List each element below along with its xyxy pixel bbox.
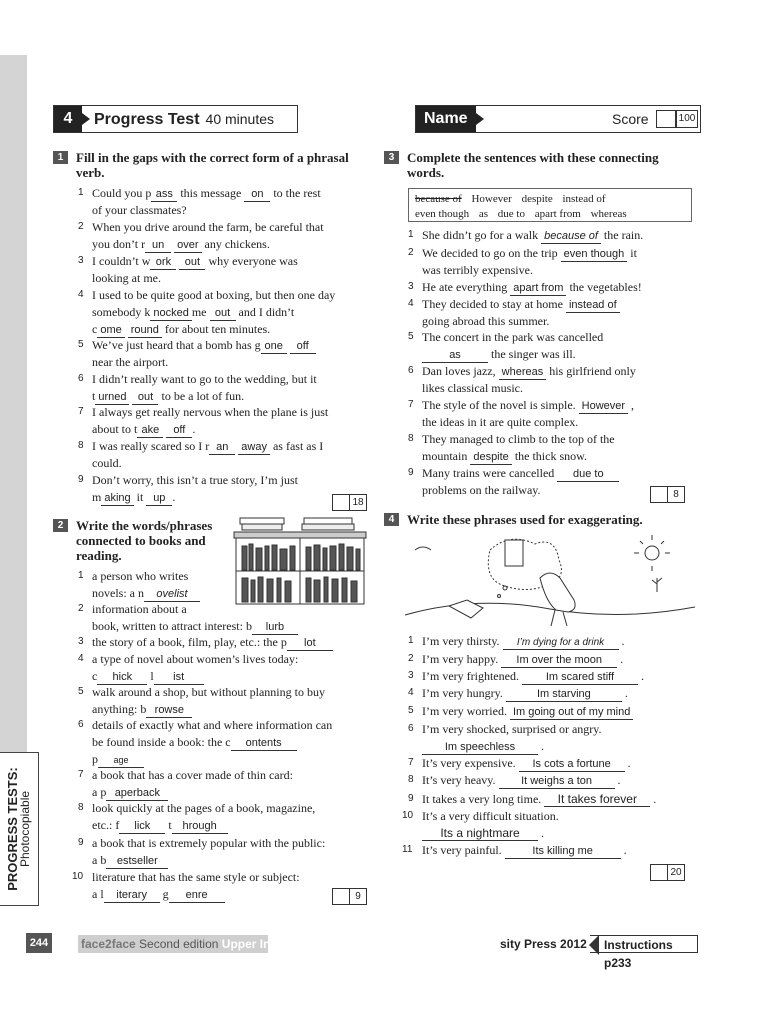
answer-blank[interactable]: off — [166, 424, 192, 438]
answer-blank[interactable]: due to — [557, 468, 619, 482]
answer-blank[interactable]: It takes forever — [544, 793, 650, 807]
answer-blank[interactable]: Im going out of my mind — [510, 706, 633, 720]
section2-score-input[interactable] — [332, 888, 350, 905]
answer-blank[interactable]: even though — [561, 248, 628, 262]
arrow-icon — [82, 113, 90, 125]
answer-blank[interactable]: ist — [154, 671, 204, 685]
word-box-item: due to — [497, 208, 525, 220]
section4-total: 20 — [667, 864, 685, 881]
answer-blank[interactable]: instead of — [566, 299, 620, 313]
answer-blank[interactable]: Im speechless — [422, 741, 538, 755]
answer-blank[interactable]: I’m dying for a drink — [503, 636, 619, 650]
answer-blank[interactable]: away — [238, 441, 270, 455]
section2-number: 2 — [53, 519, 68, 532]
desert-cartoon-illustration — [405, 530, 695, 630]
word-box-item: because of — [415, 193, 462, 205]
answer-blank[interactable]: It weighs a ton — [499, 775, 615, 789]
answer-blank[interactable]: apart from — [510, 282, 566, 296]
answer-blank[interactable]: round — [128, 324, 162, 338]
score-input[interactable] — [656, 110, 676, 128]
test-header — [53, 105, 298, 133]
word-box-item: However — [471, 193, 512, 205]
section1-total: 18 — [349, 494, 367, 511]
section3-instruction: Complete the sentences with these connecting words. — [407, 150, 659, 180]
word-box-item: whereas — [590, 208, 627, 220]
answer-blank[interactable]: aking — [101, 492, 133, 506]
answer-blank[interactable]: However — [579, 400, 628, 414]
answer-blank[interactable]: age — [98, 754, 144, 768]
answer-blank[interactable]: Im scared stiff — [522, 671, 638, 685]
answer-blank[interactable]: Its killing me — [505, 845, 621, 859]
section4-number: 4 — [384, 513, 399, 526]
answer-blank[interactable]: ome — [97, 324, 124, 338]
answer-blank[interactable]: over — [174, 239, 201, 253]
answer-blank[interactable]: hrough — [172, 820, 228, 834]
section1-score-input[interactable] — [332, 494, 350, 511]
section3-total: 8 — [667, 486, 685, 503]
answer-blank[interactable]: hick — [97, 671, 147, 685]
score-total: 100 — [676, 110, 698, 128]
publisher-credit: sity Press 2012 — [500, 937, 587, 951]
answer-blank[interactable]: Is cots a fortune — [519, 758, 625, 772]
answer-blank[interactable]: lick — [119, 820, 165, 834]
section3-score-input[interactable] — [650, 486, 668, 503]
word-box-item: apart from — [534, 208, 581, 220]
side-tab-line2: Photocopiable — [18, 790, 32, 868]
page-number: 244 — [26, 933, 52, 953]
section1-number: 1 — [53, 151, 68, 164]
answer-blank[interactable]: whereas — [499, 366, 547, 380]
word-box-item: instead of — [562, 193, 606, 205]
section1-instruction: Fill in the gaps with the correct form of a phrasal verb. — [76, 150, 349, 180]
name-score-header — [415, 105, 701, 133]
answer-blank[interactable]: off — [290, 340, 316, 354]
answer-blank[interactable]: as — [422, 349, 488, 363]
word-box-item: despite — [521, 193, 553, 205]
answer-blank[interactable]: ake — [137, 424, 163, 438]
word-box-item: as — [478, 208, 488, 220]
answer-blank[interactable]: lurb — [252, 621, 298, 635]
test-duration: 40 minutes — [205, 111, 275, 127]
section2-instruction: Write the words/phrases connected to books and reading. — [76, 518, 213, 563]
answer-blank[interactable]: urned — [95, 391, 129, 405]
section3-number: 3 — [384, 151, 399, 164]
bookcase-illustration — [232, 516, 370, 606]
answer-blank[interactable]: enre — [169, 889, 225, 903]
side-tab — [0, 752, 39, 906]
answer-blank[interactable]: rowse — [146, 704, 192, 718]
book-title: face2face Second edition Upper Inte — [78, 935, 268, 953]
answer-blank[interactable]: one — [261, 340, 287, 354]
left-margin-strip — [0, 55, 27, 755]
answer-blank[interactable]: out — [132, 391, 158, 405]
answer-blank[interactable]: out — [179, 256, 205, 270]
side-tab-line1: PROGRESS TESTS: — [5, 767, 20, 891]
test-number: 4 — [54, 106, 82, 132]
answer-blank[interactable]: an — [209, 441, 235, 455]
name-label: Name — [416, 106, 476, 132]
answer-blank[interactable]: Im starving — [506, 688, 622, 702]
answer-blank[interactable]: on — [244, 188, 270, 202]
answer-blank[interactable]: Im over the moon — [501, 654, 617, 668]
answer-blank[interactable]: ontents — [231, 737, 297, 751]
answer-blank[interactable]: up — [146, 492, 172, 506]
answer-blank[interactable]: despite — [470, 451, 511, 465]
answer-blank[interactable]: ass — [151, 188, 177, 202]
word-box — [408, 188, 692, 222]
answer-blank[interactable]: because of — [541, 230, 601, 244]
answer-blank[interactable]: nocked — [150, 307, 191, 321]
section4-score-input[interactable] — [650, 864, 668, 881]
answer-blank[interactable]: ork — [150, 256, 176, 270]
answer-blank[interactable]: aperback — [106, 787, 168, 801]
section2-total: 9 — [349, 888, 367, 905]
instructions-link[interactable]: Instructions p233 — [590, 935, 698, 953]
answer-blank[interactable]: Its a nightmare — [422, 827, 538, 841]
test-title: Progress Test 40 minutes — [94, 111, 275, 128]
answer-blank[interactable]: ovelist — [144, 588, 200, 602]
answer-blank[interactable]: out — [210, 307, 236, 321]
word-box-item: even though — [415, 208, 470, 220]
answer-blank[interactable]: iterary — [104, 889, 160, 903]
answer-blank[interactable]: lot — [287, 637, 333, 651]
answer-blank[interactable]: estseller — [106, 855, 168, 869]
answer-blank[interactable]: un — [145, 239, 171, 253]
arrow-icon — [476, 113, 484, 125]
score-label: Score — [612, 111, 649, 127]
section4-instruction: Write these phrases used for exaggerating. — [407, 512, 643, 527]
